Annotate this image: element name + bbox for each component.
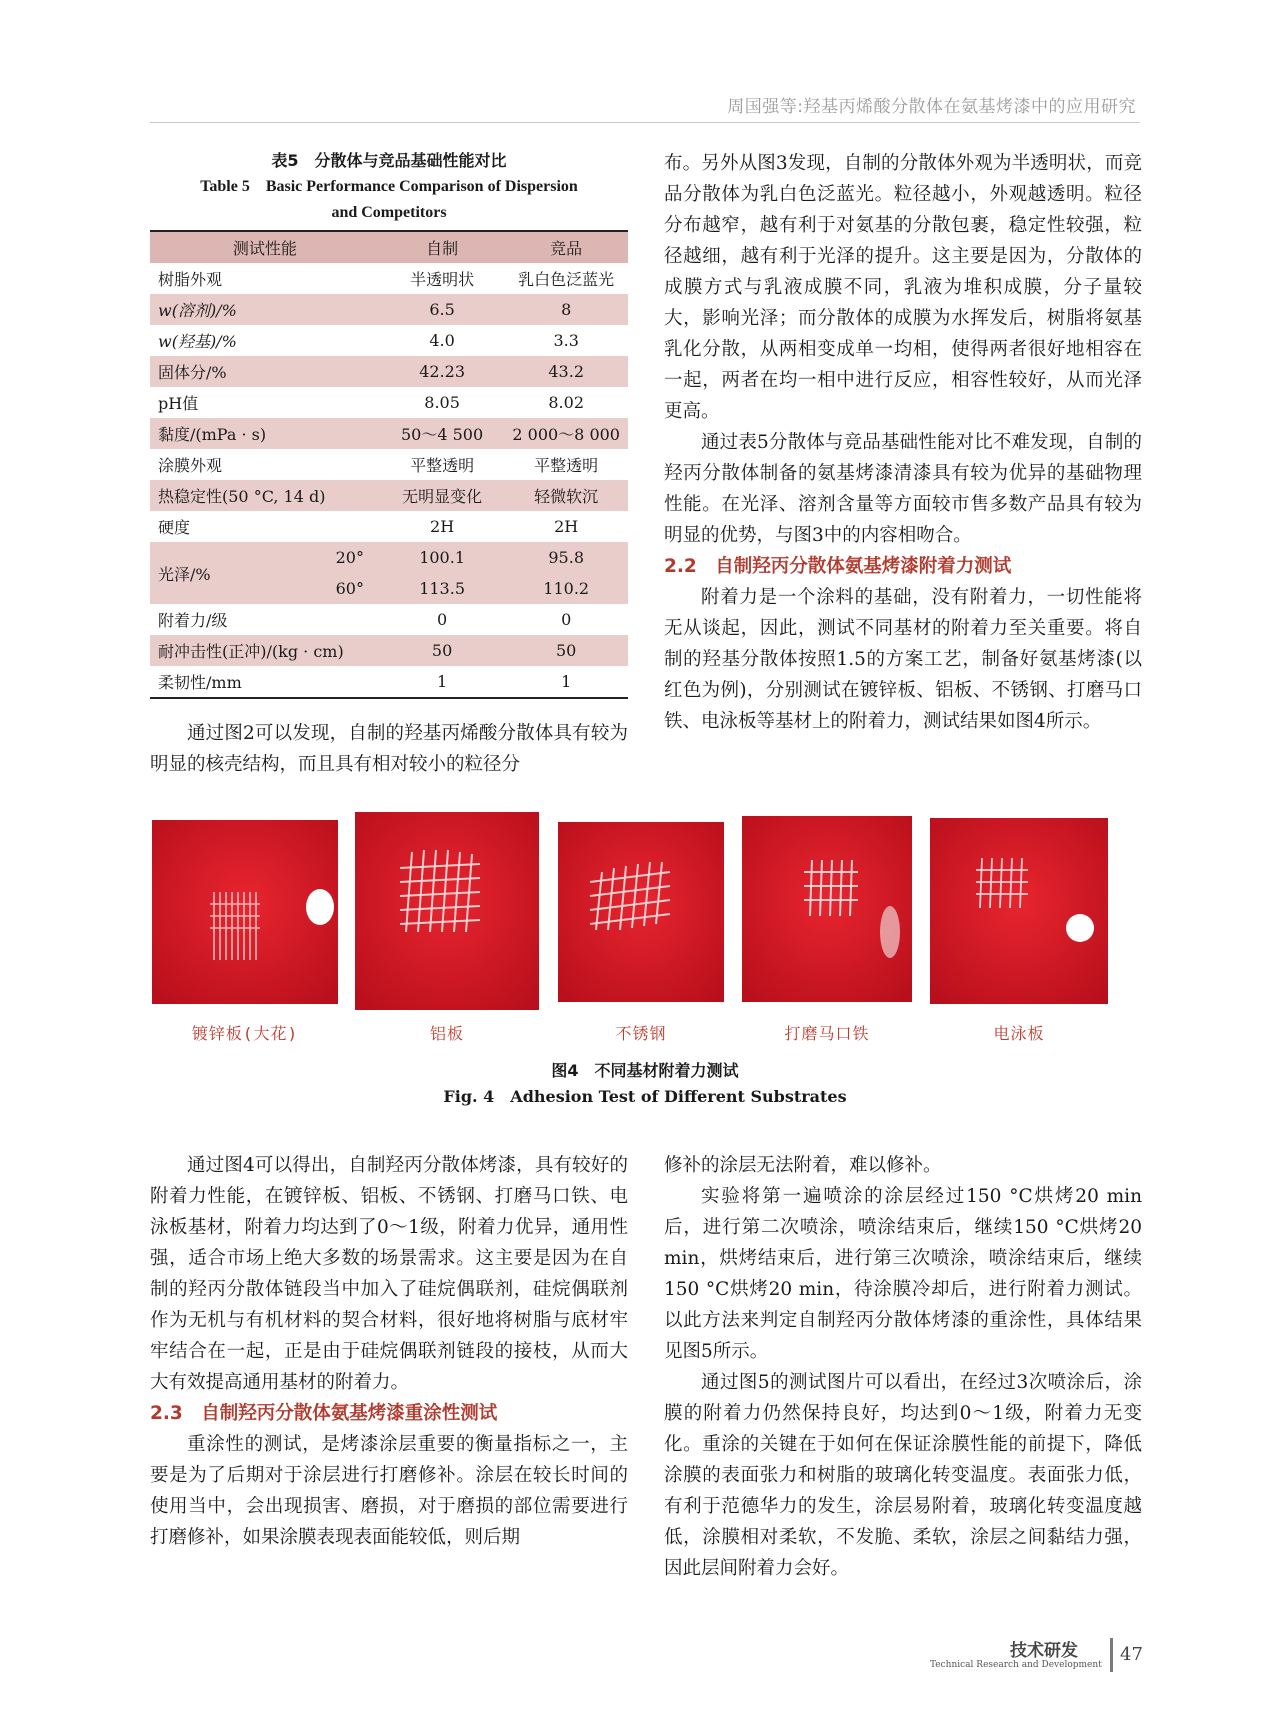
cell-competitor: 轻微软沉 xyxy=(504,480,628,511)
table-row xyxy=(150,263,628,294)
cell-competitor: 乳白色泛蓝光 xyxy=(518,270,615,289)
table-row xyxy=(150,356,628,387)
cell-own: 50～4 500 xyxy=(380,418,505,449)
header-rule xyxy=(150,122,1140,123)
cell-competitor: 2 000～8 000 xyxy=(504,418,628,449)
table-caption-cn: 表5 分散体与竞品基础性能对比 xyxy=(271,151,507,170)
row-label: 黏度/(mPa · s) xyxy=(150,418,380,449)
row-label: pH值 xyxy=(158,394,199,413)
row-label: 涂膜外观 xyxy=(158,456,223,475)
cell-own: 无明显变化 xyxy=(380,480,505,511)
paragraph: 重涂性的测试，是烤漆涂层重要的衡量指标之一，主要是为了后期对于涂层进行打磨修补。涂层在较长时间的使用当中，会出现损害、磨损，对于磨损的部位需要进行打磨修补，如果涂膜表现表面能较低，则后期 xyxy=(150,1434,628,1548)
page-number: 47 xyxy=(1120,1644,1143,1665)
figure-label-electrophoretic: 电泳板 xyxy=(993,1024,1045,1043)
paragraph: 附着力是一个涂料的基础，没有附着力，一切性能将无从谈起，因此，测试不同基材的附着力至关重要。将自制的羟基分散体按照1.5的方案工艺，制备好氨基烤漆(以红色为例)，分别测试在镀锌板、铝板、不锈钢、打磨马口铁、电泳板等基材上的附着力，测试结果如图4所示。 xyxy=(664,587,1142,732)
table-row-gloss-20 xyxy=(150,542,628,573)
row-label: 附着力/级 xyxy=(158,611,228,630)
right-top-text xyxy=(664,148,1142,737)
table-row xyxy=(150,635,628,666)
photo-galvanized-panel xyxy=(152,820,338,1004)
figure-label-stainless: 不锈钢 xyxy=(615,1024,667,1043)
cell-own: 1 xyxy=(437,672,448,691)
paragraph: 布。另外从图3发现，自制的分散体外观为半透明状，而竞品分散体为乳白色泛蓝光。粒径越小，外观越透明。粒径分布越窄，越有利于对氨基的分散包裹，稳定性较强，粒径越细，越有利于光泽的提升。这主要是因为，分散体的成膜方式与乳液成膜不同，乳液为堆积成膜，分子量较大，影响光泽；而分散体的成膜为水挥发后，树脂将氨基乳化分散，从两相变成单一均相，使得两者很好地相容在一起，两者在均一相中进行反应，相容性较好，从而光泽更高。 xyxy=(664,153,1142,422)
table-row xyxy=(150,418,628,449)
table-row xyxy=(150,325,628,356)
table-row xyxy=(150,294,628,325)
photo-aluminum-panel xyxy=(355,812,539,1010)
cell-own: 50 xyxy=(380,635,505,666)
col-header-own: 自制 xyxy=(380,231,505,263)
gloss-angle-20: 20° xyxy=(320,542,380,573)
table-row xyxy=(150,666,628,698)
cell-own: 半透明状 xyxy=(410,270,475,289)
paragraph: 修补的涂层无法附着，难以修补。 xyxy=(664,1155,942,1176)
cell-own: 113.5 xyxy=(380,573,505,604)
figure-label-aluminum: 铝板 xyxy=(429,1024,464,1043)
adhesion-photos xyxy=(150,812,1140,1012)
figure-4 xyxy=(150,812,1140,1052)
row-label: 固体分/% xyxy=(150,356,380,387)
table-row xyxy=(150,387,628,418)
figure-label-tinplate: 打磨马口铁 xyxy=(784,1024,870,1043)
photo-polished-tinplate-panel xyxy=(742,816,912,1002)
footer-section-en: Technical Research and Development xyxy=(930,1660,1102,1670)
row-label: 柔韧性/mm xyxy=(158,673,242,692)
figure-label-galvanized: 镀锌板(大花) xyxy=(191,1024,299,1043)
paragraph: 通过表5分散体与竞品基础性能对比不难发现，自制的羟丙分散体制备的氨基烤漆清漆具有较为优异的基础物理性能。在光泽、溶剂含量等方面较市售多数产品具有较为明显的优势，与图3中的内容相吻合。 xyxy=(664,432,1142,546)
paragraph: 实验将第一遍喷涂的涂层经过150 °C烘烤20 min后，进行第二次喷涂，喷涂结束后，继续150 °C烘烤20 min，烘烤结束后，进行第三次喷涂，喷涂结束后，继续150 °C烘烤20 min，待涂膜冷却后，进行附着力测试。以此方法来判定自制羟丙分散体烤漆的重涂性，具体结果见图5所示。 xyxy=(664,1186,1142,1362)
cell-competitor: 43.2 xyxy=(504,356,628,387)
table-row xyxy=(150,449,628,480)
paragraph: 通过图4可以得出，自制羟丙分散体烤漆，具有较好的附着力性能，在镀锌板、铝板、不锈钢、打磨马口铁、电泳板基材，附着力均达到了0～1级，附着力优异，通用性强，适合市场上绝大多数的场景需求。这主要是因为在自制的羟丙分散体链段当中加入了硅烷偶联剂，硅烷偶联剂作为无机与有机材料的契合材料，很好地将树脂与底材牢牢结合在一起，正是由于硅烷偶联剂链段的接枝，从而大大有效提高通用基材的附着力。 xyxy=(150,1155,628,1393)
figure-caption xyxy=(150,1058,1140,1110)
footer-section: 技术研发 xyxy=(1010,1641,1078,1661)
table-row xyxy=(150,604,628,635)
section-heading-2-3: 2.3 自制羟丙分散体氨基烤漆重涂性测试 xyxy=(150,1403,498,1424)
cell-competitor: 2H xyxy=(554,517,579,536)
cell-competitor: 95.8 xyxy=(504,542,628,573)
footer-divider xyxy=(1110,1638,1113,1672)
figure-caption-cn: 图4 不同基材附着力测试 xyxy=(551,1061,739,1080)
figure-caption-en: Fig. 4 Adhesion Test of Different Substrates xyxy=(443,1087,847,1106)
col-header-competitor: 竞品 xyxy=(504,231,628,263)
performance-table xyxy=(150,230,628,699)
table-row xyxy=(150,511,628,542)
cell-own: 0 xyxy=(437,610,448,629)
cell-competitor: 3.3 xyxy=(553,331,579,350)
section-heading-2-2: 2.2 自制羟丙分散体氨基烤漆附着力测试 xyxy=(664,556,1012,577)
right-bottom-text xyxy=(664,1150,1142,1584)
row-label: 光泽/% xyxy=(150,542,320,604)
photo-electrophoretic-panel xyxy=(930,818,1108,1004)
row-label: 热稳定性(50 °C, 14 d) xyxy=(150,480,380,511)
row-label: 树脂外观 xyxy=(158,270,223,289)
cell-own: 4.0 xyxy=(429,331,455,350)
row-label: 硬度 xyxy=(158,518,191,537)
cell-competitor: 110.2 xyxy=(504,573,628,604)
cell-competitor: 8.02 xyxy=(548,393,584,412)
cell-own: 42.23 xyxy=(380,356,505,387)
gloss-angle-60: 60° xyxy=(320,573,380,604)
paragraph: 通过图2可以发现，自制的羟基丙烯酸分散体具有较为明显的核壳结构，而且具有相对较小的粒径分 xyxy=(150,723,628,775)
col-header-property: 测试性能 xyxy=(150,231,380,263)
paragraph: 通过图5的测试图片可以看出，在经过3次喷涂后，涂膜的附着力仍然保持良好，均达到0～1级，附着力无变化。重涂的关键在于如何在保证涂膜性能的前提下，降低涂膜的表面张力和树脂的玻璃化转变温度。表面张力低，有利于范德华力的发生，涂层易附着，玻璃化转变温度越低，涂膜相对柔软，不发脆、柔软，涂层之间黏结力强，因此层间附着力会好。 xyxy=(664,1372,1142,1579)
row-label: 耐冲击性(正冲)/(kg · cm) xyxy=(150,635,380,666)
row-label: w(溶剂)/% xyxy=(150,294,380,325)
cell-competitor: 0 xyxy=(561,610,572,629)
table-caption-en-1: Table 5 Basic Performance Comparison of Dispersion xyxy=(200,178,578,195)
cell-competitor: 8 xyxy=(504,294,628,325)
left-bottom-text xyxy=(150,1150,628,1553)
table-header-row xyxy=(150,231,628,263)
cell-competitor: 50 xyxy=(504,635,628,666)
left-top-text xyxy=(150,718,628,780)
table-block xyxy=(150,148,628,699)
row-label: w(羟基)/% xyxy=(158,332,237,351)
table-caption-en-2: and Competitors xyxy=(331,204,447,221)
photo-stainless-steel-panel xyxy=(558,822,724,1002)
cell-own: 平整透明 xyxy=(410,456,475,475)
gloss-cell xyxy=(150,542,380,604)
running-header: 周国强等:羟基丙烯酸分散体在氨基烤漆中的应用研究 xyxy=(727,97,1136,117)
cell-competitor: 平整透明 xyxy=(534,456,599,475)
cell-own: 6.5 xyxy=(380,294,505,325)
cell-competitor: 1 xyxy=(561,672,572,691)
cell-own: 8.05 xyxy=(424,393,460,412)
table-row xyxy=(150,480,628,511)
cell-own: 100.1 xyxy=(380,542,505,573)
cell-own: 2H xyxy=(430,517,455,536)
